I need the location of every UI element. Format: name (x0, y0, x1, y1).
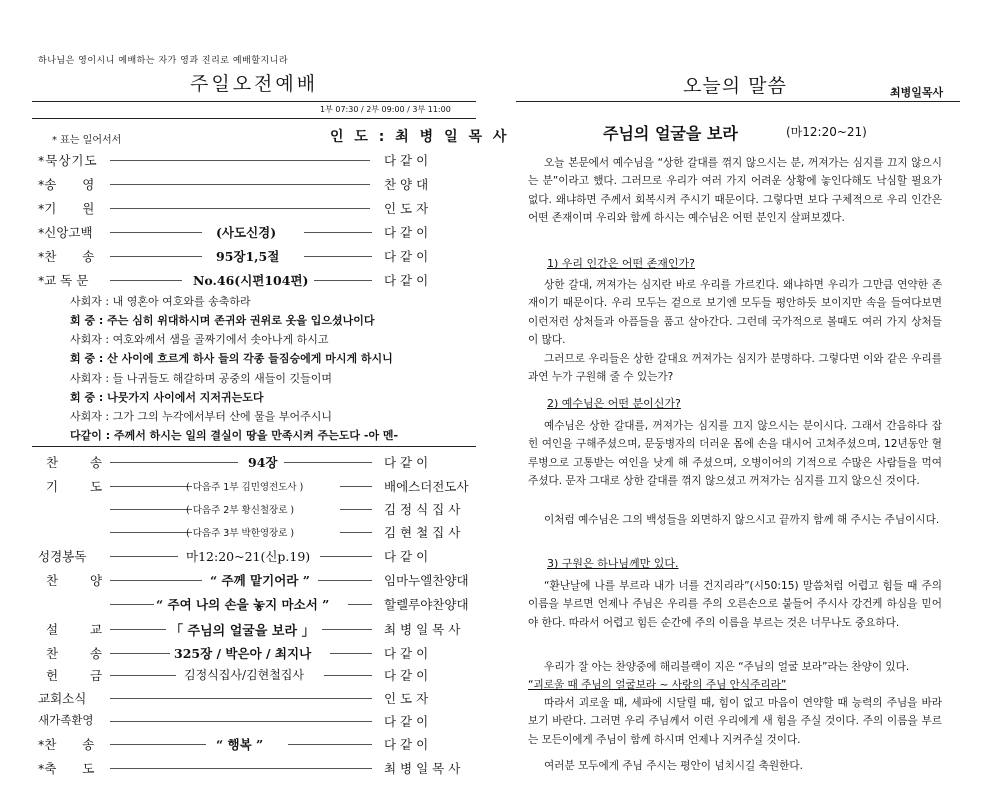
order-content: No.46(시편104편) (193, 273, 309, 288)
order-row (38, 500, 474, 520)
order-label: *교 독 문 (38, 273, 89, 288)
service-title: 주일오전예배 (190, 73, 319, 95)
leader-line (110, 184, 370, 185)
divider (32, 101, 476, 102)
responsive-line: 회 중 : 나뭇가지 사이에서 지저귀는도다 (70, 391, 264, 404)
order-content: 94장 (248, 455, 278, 470)
divider (516, 101, 960, 102)
order-who: 다 같 이 (384, 549, 429, 564)
order-label: *찬 송 (38, 737, 95, 752)
leader-line (318, 580, 372, 581)
order-row (38, 689, 474, 709)
sermon-title: 주님의 얼굴을 보라 (603, 124, 738, 143)
order-who: 다 같 이 (384, 646, 429, 661)
section-heading: 1) 우리 인간은 어떤 존재인가? (547, 257, 695, 270)
order-who: 인 도 자 (384, 691, 429, 706)
leader-line (304, 232, 372, 233)
leader-line (284, 462, 372, 463)
responsive-line: 다같이 : 주께서 하시는 일의 결실이 땅을 만족시켜 주는도다 -아 멘- (70, 429, 399, 442)
order-label: 헌 금 (46, 668, 103, 683)
leader-line (340, 532, 372, 533)
order-row (38, 644, 474, 664)
order-label: 교회소식 (38, 691, 87, 706)
divider (32, 118, 476, 119)
order-content: (사도신경) (216, 225, 277, 240)
order-row (38, 712, 474, 732)
responsive-line: 회 중 : 산 사이에 흐르게 하사 들의 각종 들짐승에게 마시게 하시니 (70, 352, 393, 365)
order-who: 다 같 이 (384, 225, 429, 240)
order-row (38, 666, 474, 686)
order-who: 할렐루야찬양대 (384, 597, 469, 612)
order-row (38, 759, 474, 779)
leader-line (288, 744, 372, 745)
paragraph: 따라서 괴로울 때, 세파에 시달릴 때, 힘이 없고 마음이 연약할 때 능력의 주님을 바라보기 바란다. 그러면 우리 주님께서 이런 우리에게 새 힘을 주실 것이다. 주의 이름을 부르는 모든이에게 주님이 함께 하시며 언제나 지켜주실 것이다. (528, 697, 942, 746)
leader: 인 도 : 최 병 일 목 사 (330, 129, 510, 145)
order-row (38, 151, 474, 171)
order-who: 다 같 이 (384, 668, 429, 683)
leader-line (110, 604, 154, 605)
order-label: *송 영 (38, 177, 95, 192)
leader-line (110, 580, 202, 581)
order-who: 다 같 이 (384, 153, 429, 168)
leader-line (110, 160, 370, 161)
leader-line (110, 462, 238, 463)
responsive-line: 회 중 : 주는 심히 위대하시며 존귀와 권위로 옷을 입으셨나이다 (70, 314, 375, 327)
leader-line (110, 653, 170, 654)
leader-line (348, 604, 372, 605)
order-label: 찬 송 (46, 455, 103, 470)
paragraph: 여러분 모두에게 주님 주시는 평안이 넘치시길 축원한다. (544, 760, 803, 772)
order-content: ( 다음주 1부 김민영전도사 ) (186, 482, 304, 493)
leader-line (320, 556, 372, 557)
order-content: “ 주여 나의 손을 놓지 마소서 ” (156, 597, 330, 612)
order-label: *찬 송 (38, 249, 95, 264)
leader-line (314, 280, 372, 281)
paragraph: 이처럼 예수님은 그의 백성들을 외면하지 않으시고 끝까지 함께 해 주시는 주님이시다. (544, 514, 940, 526)
order-label: 설 교 (46, 622, 103, 637)
leader-line (110, 721, 372, 722)
order-content: 325장 / 박은아 / 최지나 (174, 646, 312, 661)
responsive-line: 사회자 : 여호와께서 샘을 골짜기에서 솟아나게 하시고 (70, 333, 329, 346)
order-row (38, 547, 474, 567)
order-content: “ 주께 맡기어라 ” (210, 573, 310, 588)
paragraph: 우리가 잘 아는 찬양중에 해리블랙이 지은 “주님의 얼굴 보라”라는 찬양이 있다. (544, 661, 910, 673)
order-label: 새가족환영 (38, 713, 94, 727)
order-who: 최 병 일 목 사 (384, 761, 461, 776)
order-who: 다 같 이 (384, 714, 429, 729)
section-heading: 2) 예수님은 어떤 분이신가? (547, 397, 681, 410)
leader-line (110, 768, 372, 769)
order-row (38, 247, 474, 267)
order-who: 다 같 이 (384, 249, 429, 264)
order-row (38, 523, 474, 543)
order-row (38, 453, 474, 473)
order-content: 김정식집사/김현철집사 (184, 668, 304, 682)
order-row (38, 477, 474, 497)
leader-line (110, 698, 372, 699)
order-row (38, 199, 474, 219)
order-row (38, 620, 474, 640)
sermon-reference: (마12:20~21) (786, 125, 867, 139)
order-who: 배에스더전도사 (384, 479, 469, 494)
order-who: 인 도 자 (384, 201, 429, 216)
order-label: *묵상기도 (38, 153, 98, 168)
order-row (38, 595, 474, 615)
leader-line (110, 532, 192, 533)
leader-line (110, 232, 202, 233)
leader-line (110, 280, 182, 281)
paragraph: 상한 갈대, 꺼져가는 심지란 바로 우리를 가르킨다. 왜냐하면 우리가 그만큼 연약한 존재이기 때문이다. 우리 모두는 겉으로 보기엔 모두들 평안하듯 보이지만 속을 들여다보면 이런저런 상처들과 아픔들을 품고 살아간다. 그런데 국가적으로 볼때도 여러 가지 상처들이 많다. (528, 279, 942, 346)
order-label: 찬 송 (46, 646, 103, 661)
paragraph: 그러므로 우리들은 상한 갈대요 꺼져가는 심지가 분명하다. 그렇다면 이와 같은 우리를 과연 누가 구원해 줄 수 있는가? (528, 353, 942, 384)
leader-line (110, 509, 192, 510)
order-content: 95장1,5절 (216, 249, 280, 264)
leader-line (110, 256, 202, 257)
order-content: “ 행복 ” (216, 737, 264, 752)
order-content: ( 다음주 3부 박한영장로 ) (186, 528, 295, 539)
leader-line (110, 629, 166, 630)
order-who: 임마누엘찬양대 (384, 573, 469, 588)
paragraph: 예수님은 상한 갈대를, 꺼져가는 심지를 끄지 않으시는 분이시다. 그래서 간음하다 잡힌 여인을 구해주셨으며, 문둥병자의 더러운 몸에 손을 대시어 고쳐주셨으며, 12년동안 혈루병으로 고통받는 여인을 낫게 해 주셨으며, 오병이어의 기적으로 수많은 사람들을 먹여주셨다. 문자 그대로 상한 갈대를 꺾지 않으셨고 꺼져가는 심지를 끄지 않으신 것이다. (528, 420, 942, 487)
order-label: 기 도 (46, 479, 103, 494)
order-who: 다 같 이 (384, 273, 429, 288)
order-who: 최 병 일 목 사 (384, 622, 461, 637)
standing-note: * 표는 일어서서 (52, 135, 122, 146)
leader-line (304, 256, 372, 257)
order-row (38, 223, 474, 243)
order-content: 마12:20~21(신p.19) (186, 549, 311, 564)
paragraph: 오늘 본문에서 예수님을 “상한 갈대를 꺾지 않으시는 분, 꺼져가는 심지를 끄지 않으시는 분”이라고 했다. 그러므로 우리가 여러 가지 어려운 상황에 놓인다해도 낙심할 필요가 없다. 왜냐하면 주께서 회복시켜 주시기 때문이다. 그렇다면 보다 구체적으로 우리 인간은 어떤 존재이며 우리와 함께 하시는 예수님은 어떤 분인지 살펴보겠다. (528, 157, 942, 224)
leader-line (110, 556, 178, 557)
leader-line (330, 653, 372, 654)
leader-line (324, 675, 372, 676)
order-content: 「 주님의 얼굴을 보라 」 (170, 624, 315, 639)
order-label: 찬 양 (46, 573, 103, 588)
leader-line (322, 629, 372, 630)
motto: 하나님은 영이시니 예배하는 자가 영과 진리로 예배할지니라 (38, 56, 289, 66)
leader-line (110, 486, 192, 487)
sermon-section-title: 오늘의 말씀 (683, 75, 787, 97)
quoted-lyric: “괴로울 때 주님의 얼굴보라 ~ 사랑의 주님 안식주리라” (528, 679, 787, 691)
order-row (38, 735, 474, 755)
paragraph: “환난날에 나를 부르라 내가 너를 건지리라”(시50:15) 말씀처럼 어렵고 힘들 때 주의 이름을 부르면 언제나 주님은 우리를 주의 오른손으로 붙들어 주시사 강건케 하심을 믿어야 한다. 따라서 어렵고 힘든 순간에 주의 이름을 부르는 것은 너무나도 중요하다. (528, 580, 942, 629)
order-row (38, 571, 474, 591)
order-row (38, 175, 474, 195)
order-label: *축 도 (38, 761, 95, 776)
section-heading: 3) 구원은 하나님께만 있다. (547, 557, 679, 570)
responsive-line: 사회자 : 들 나귀들도 해갈하며 공중의 새들이 깃들이며 (70, 372, 332, 385)
order-who: 찬 양 대 (384, 177, 429, 192)
leader-line (340, 509, 372, 510)
order-row (38, 271, 474, 291)
divider (32, 446, 476, 447)
order-who: 다 같 이 (384, 455, 429, 470)
leader-line (110, 744, 206, 745)
order-who: 김 현 철 집 사 (384, 525, 461, 540)
leader-line (340, 486, 372, 487)
order-content: ( 다음주 2부 황신철장로 ) (186, 505, 295, 516)
leader-line (110, 675, 176, 676)
order-who: 다 같 이 (384, 737, 429, 752)
pastor-name: 최병일목사 (890, 86, 944, 99)
order-label: *기 원 (38, 201, 95, 216)
service-times: 1부 07:30 / 2부 09:00 / 3부 11:00 (320, 105, 451, 114)
order-label: *신앙고백 (38, 225, 93, 240)
order-label: 성경봉독 (38, 549, 87, 564)
order-who: 김 정 식 집 사 (384, 502, 461, 517)
leader-line (110, 208, 370, 209)
responsive-line: 사회자 : 그가 그의 누각에서부터 산에 물을 부어주시니 (70, 410, 332, 423)
responsive-line: 사회자 : 내 영혼아 여호와를 송축하라 (70, 295, 251, 308)
